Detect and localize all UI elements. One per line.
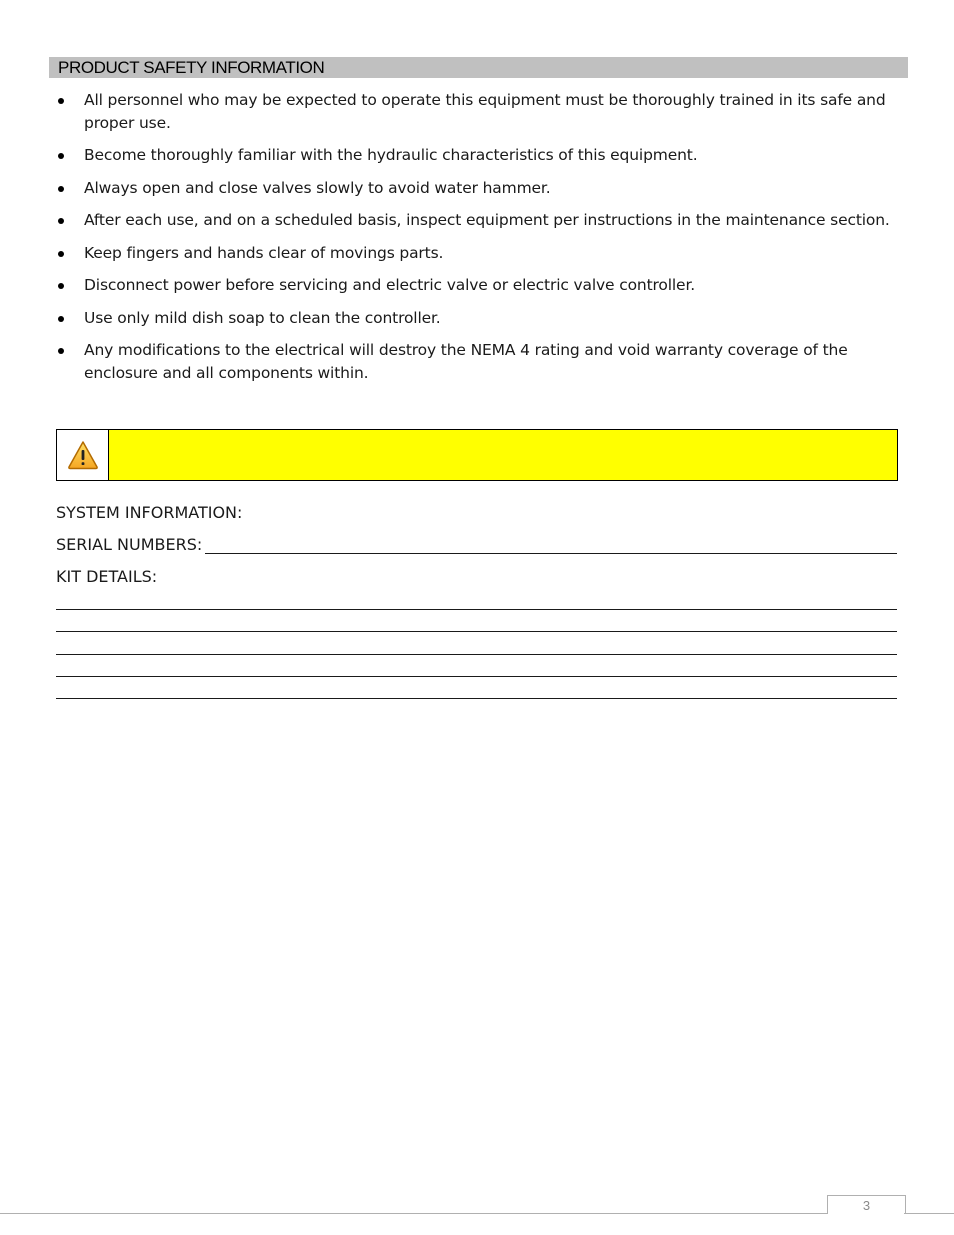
footer-rule bbox=[904, 1213, 954, 1214]
bullet-icon bbox=[58, 98, 64, 104]
bullet-text: Disconnect power before servicing and electric valve or electric valve controller. bbox=[84, 276, 696, 294]
bullet-icon bbox=[58, 218, 64, 224]
bullet-text: Any modifications to the electrical will destroy the NEMA 4 rating and void warranty coverage of the enclosure and all components within. bbox=[84, 341, 848, 382]
bullet-item bbox=[56, 339, 901, 384]
serial-numbers-label: SERIAL NUMBERS: bbox=[56, 535, 203, 554]
footer-rule bbox=[0, 1213, 827, 1214]
kit-details-line[interactable] bbox=[56, 676, 897, 677]
section-title: PRODUCT SAFETY INFORMATION bbox=[58, 58, 325, 77]
kit-details-line[interactable] bbox=[56, 631, 897, 632]
kit-details-label: KIT DETAILS: bbox=[56, 567, 158, 586]
bullet-text: Use only mild dish soap to clean the controller. bbox=[84, 308, 441, 327]
bullet-icon bbox=[58, 251, 64, 257]
bullet-text: Always open and close valves slowly to avoid water hammer. bbox=[84, 178, 551, 197]
bullet-text: Keep fingers and hands clear of movings parts. bbox=[84, 243, 444, 262]
bullet-icon bbox=[58, 348, 64, 354]
bullet-item bbox=[56, 89, 901, 134]
bullet-text: After each use, and on a scheduled basis, inspect equipment per instructions in the maintenance section. bbox=[84, 211, 890, 229]
bullet-item bbox=[56, 242, 901, 265]
bullet-item bbox=[56, 177, 901, 200]
bullet-icon bbox=[58, 316, 64, 322]
safety-bullet-list bbox=[56, 89, 901, 394]
warning-triangle-icon bbox=[67, 440, 99, 470]
bullet-icon bbox=[58, 283, 64, 289]
kit-details-line[interactable] bbox=[56, 609, 897, 610]
section-header bbox=[49, 57, 908, 78]
warning-icon-cell bbox=[57, 430, 109, 480]
bullet-item bbox=[56, 274, 901, 297]
bullet-item bbox=[56, 307, 901, 330]
bullet-item bbox=[56, 144, 901, 167]
kit-details-line[interactable] bbox=[56, 654, 897, 655]
bullet-icon bbox=[58, 186, 64, 192]
kit-details-line[interactable] bbox=[56, 698, 897, 699]
bullet-icon bbox=[58, 153, 64, 159]
bullet-text: Become thoroughly familiar with the hydraulic characteristics of this equipment. bbox=[84, 146, 698, 164]
system-information-label: SYSTEM INFORMATION: bbox=[56, 503, 243, 522]
bullet-text: All personnel who may be expected to operate this equipment must be thoroughly trained in its safe and proper use. bbox=[84, 91, 886, 132]
bullet-item bbox=[56, 209, 901, 232]
serial-numbers-field[interactable] bbox=[205, 553, 897, 554]
page-number: 3 bbox=[827, 1195, 906, 1214]
warning-box bbox=[56, 429, 898, 481]
